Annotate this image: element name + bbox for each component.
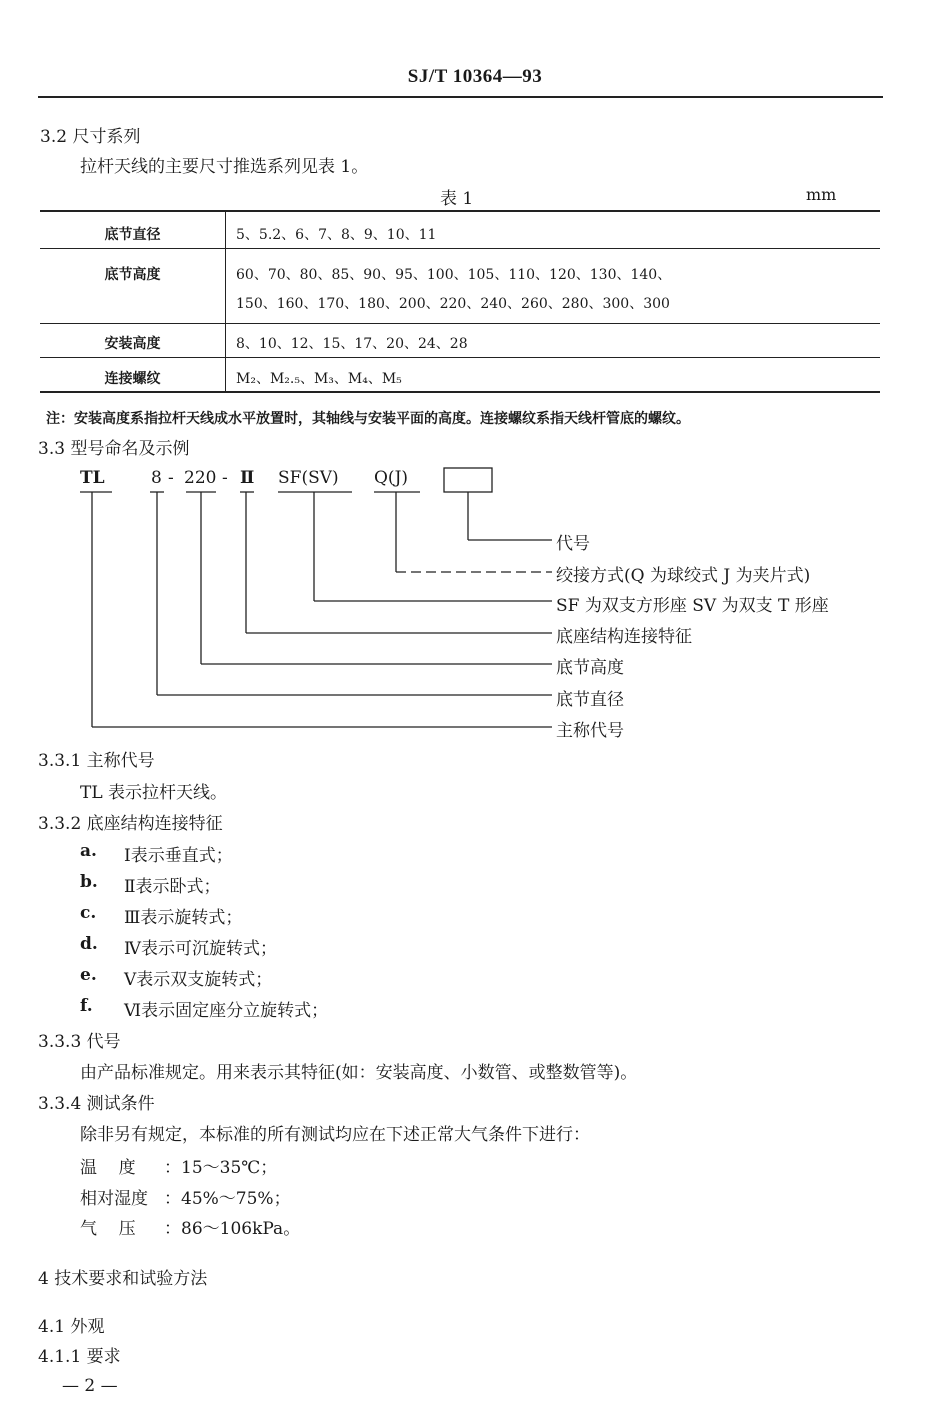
model-part-tl: TL <box>80 468 105 488</box>
model-part-seat: SF(SV) <box>278 468 339 488</box>
condition-name: 气 压 <box>80 1219 136 1239</box>
section-3-2-heading: 3.2 尺寸系列 <box>40 127 141 147</box>
table-note: 注：安装高度系指拉杆天线成水平放置时，其轴线与安装平面的高度。连接螺纹系指天线杆管底的螺纹。 <box>46 411 690 427</box>
row-value-line: 60、70、80、85、90、95、100、105、110、120、130、140、 <box>236 267 672 283</box>
section-4-1-heading: 4.1 外观 <box>38 1317 105 1337</box>
row-label: 底节直径 <box>104 227 161 243</box>
list-item: Ⅱ表示卧式； <box>124 877 221 897</box>
callout-main-code: 主称代号 <box>556 721 624 741</box>
section-3-2-intro: 拉杆天线的主要尺寸推选系列见表 1。 <box>80 157 369 177</box>
list-marker: d. <box>80 934 98 954</box>
row-value-line: 150、160、170、180、200、220、240、260、280、300、300 <box>236 296 670 312</box>
document-code-header: SJ/T 10364—93 <box>407 66 543 87</box>
section-3-3-3-heading: 3.3.3 代号 <box>38 1032 121 1052</box>
condition-name: 相对湿度 <box>80 1189 148 1209</box>
list-marker: b. <box>80 872 98 892</box>
model-part-dash: - <box>222 468 228 488</box>
row-value: 5、5.2、6、7、8、9、10、11 <box>236 227 437 243</box>
list-marker: c. <box>80 903 97 923</box>
model-part-base-type: Ⅱ <box>240 468 255 488</box>
section-4-1-1-heading: 4.1.1 要求 <box>38 1347 121 1367</box>
section-3-3-1-body: TL 表示拉杆天线。 <box>80 783 228 803</box>
condition-value: ：86～106kPa。 <box>164 1219 301 1239</box>
callout-code: 代号 <box>556 534 590 554</box>
model-part-dash: - <box>168 468 174 488</box>
model-part-diameter: 8 <box>151 468 162 488</box>
condition-value: ：45%～75%； <box>164 1189 291 1209</box>
list-marker: a. <box>80 841 97 861</box>
list-item: Ⅵ表示固定座分立旋转式； <box>124 1001 329 1021</box>
row-label: 底节高度 <box>104 267 161 283</box>
section-3-3-2-heading: 3.3.2 底座结构连接特征 <box>38 814 223 834</box>
list-marker: f. <box>80 996 93 1016</box>
code-box <box>444 468 492 492</box>
callout-seat: SF 为双支方形座 SV 为双支 T 形座 <box>556 596 829 616</box>
list-item: Ⅳ表示可沉旋转式； <box>124 939 277 959</box>
row-label: 安装高度 <box>104 336 161 352</box>
section-4-heading: 4 技术要求和试验方法 <box>38 1269 208 1289</box>
callout-hinge: 绞接方式(Q 为球绞式 J 为夹片式) <box>556 566 811 586</box>
row-label: 连接螺纹 <box>104 371 161 387</box>
table-caption: 表 1 <box>440 189 474 209</box>
section-3-3-heading: 3.3 型号命名及示例 <box>38 439 190 459</box>
row-value: 8、10、12、15、17、20、24、28 <box>236 336 468 352</box>
list-marker: e. <box>80 965 97 985</box>
condition-value: ：15～35℃； <box>164 1158 278 1178</box>
model-part-height: 220 <box>184 468 217 488</box>
row-value: M₂、M₂.₅、M₃、M₄、M₅ <box>236 371 402 387</box>
list-item: Ⅲ表示旋转式； <box>124 908 243 928</box>
condition-name: 温 度 <box>80 1158 136 1178</box>
callout-diameter: 底节直径 <box>556 690 624 710</box>
callout-base-type: 底座结构连接特征 <box>556 627 692 647</box>
section-3-3-4-body: 除非另有规定，本标准的所有测试均应在下述正常大气条件下进行： <box>80 1125 590 1145</box>
table-unit: mm <box>806 185 837 204</box>
model-part-hinge: Q(J) <box>374 468 409 488</box>
section-3-3-3-body: 由产品标准规定。用来表示其特征(如：安装高度、小数管、或整数管等)。 <box>80 1063 638 1083</box>
callout-height: 底节高度 <box>556 658 624 678</box>
section-3-3-1-heading: 3.3.1 主称代号 <box>38 751 155 771</box>
page-number: — 2 — <box>62 1376 118 1396</box>
section-3-3-4-heading: 3.3.4 测试条件 <box>38 1094 155 1114</box>
list-item: Ⅴ表示双支旋转式； <box>124 970 273 990</box>
list-item: Ⅰ表示垂直式； <box>124 846 233 866</box>
